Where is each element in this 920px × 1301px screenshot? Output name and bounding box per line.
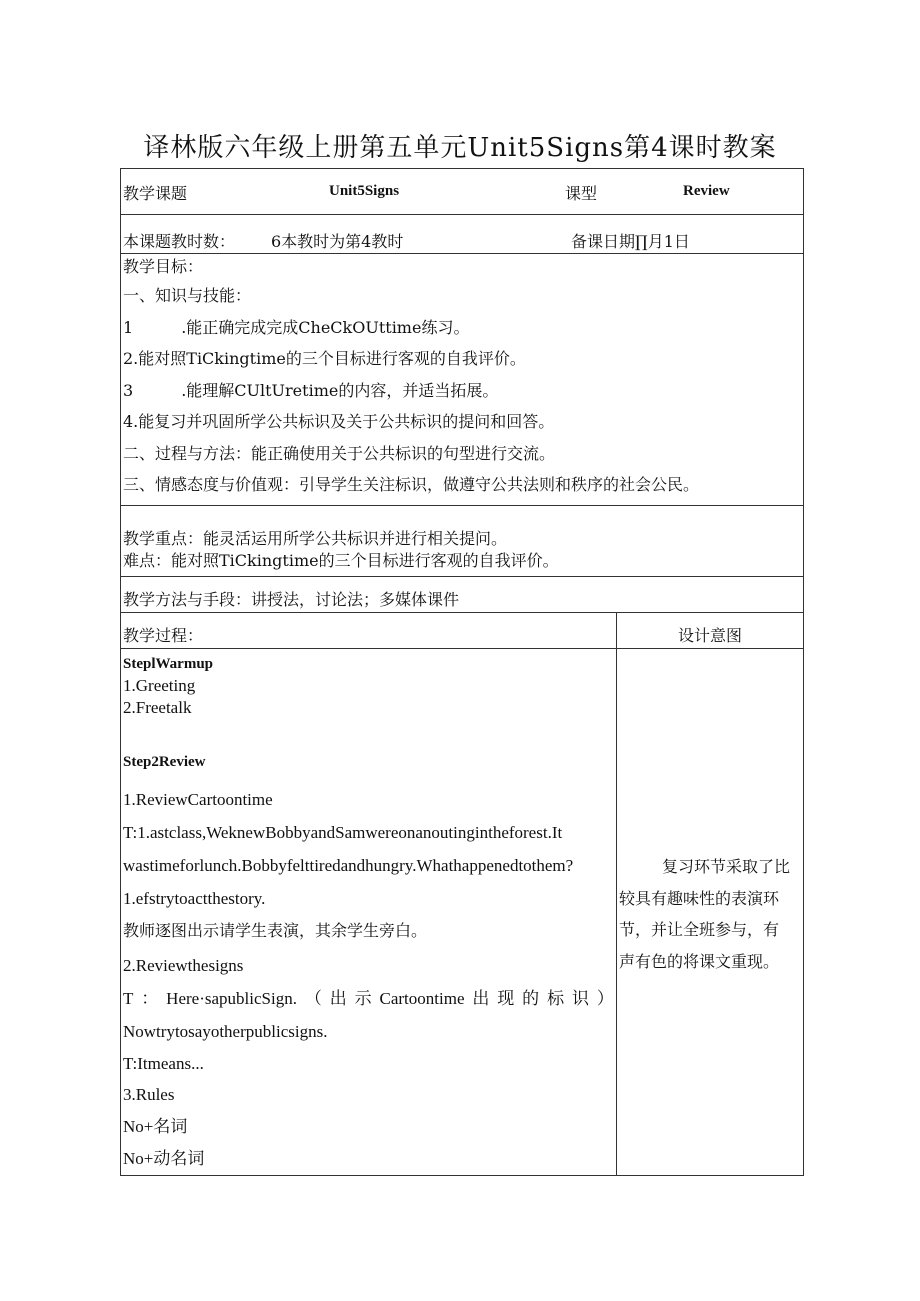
objective-item-2: 2.能对照TiCkingtime的三个目标进行客观的自我评价。 [123, 349, 526, 368]
page-title: 译林版六年级上册第五单元Unit5Signs第4课时教案 [143, 133, 777, 163]
objective-item-1-text: .能正确完成完成CheCkOUttime练习。 [181, 317, 470, 337]
process-method: 二、过程与方法：能正确使用关于公共标识的句型进行交流。 [123, 443, 556, 463]
methods-row [121, 577, 804, 613]
r7-part: ） [596, 989, 614, 1008]
r7-part: Cartoontime [379, 989, 465, 1008]
review-line-6: 2.Reviewthesigns [123, 956, 244, 975]
objective-item-3 [123, 375, 801, 407]
review-line-9: T:Itmeans... [123, 1054, 204, 1073]
teaching-difficulty: 难点：能对照TiCkingtime的三个目标进行客观的自我评价。 [123, 551, 559, 570]
objectives-heading: 教学目标： [123, 257, 204, 276]
hours-row [121, 215, 804, 254]
topic-label: 教学课题 [123, 184, 188, 203]
topic-row [121, 169, 804, 215]
r7-part: Here·sapublicSign. [166, 989, 297, 1008]
teaching-focus: 教学重点：能灵活运用所学公共标识并进行相关提问。 [123, 529, 508, 548]
hours-value: 6本教时为第4教时 [271, 232, 404, 251]
review-line-2: T:1.astclass,WeknewBobbyandSamwereonanoutingintheforest.It [123, 823, 563, 842]
process-header-left: 教学过程： [123, 626, 204, 645]
review-line-3: wastimeforlunch.Bobbyfelttiredandhungry.Whathappenedtothem? [123, 856, 574, 875]
review-line-10: 3.Rules [123, 1085, 175, 1104]
review-line-11: No+名词 [123, 1117, 188, 1136]
r7-part: 标 [547, 989, 565, 1008]
type-value: Review [683, 183, 730, 199]
emotion-value: 三、情感态度与价值观：引导学生关注标识，做遵守公共法则和秩序的社会公民。 [123, 475, 700, 494]
review-line-12: No+动名词 [123, 1149, 205, 1168]
process-header-right: 设计意图 [677, 626, 742, 645]
topic-value: Unit5Signs [329, 183, 400, 199]
r7-part: 出 [472, 989, 490, 1008]
r7-part: 的 [522, 989, 540, 1008]
r7-part: 示 [354, 989, 372, 1008]
objective-item-4: 4.能复习并巩固所学公共标识及关于公共标识的提问和回答。 [123, 412, 555, 431]
process-header-row [121, 613, 804, 649]
review-line-8: Nowtrytosayotherpublicsigns. [123, 1022, 328, 1041]
knowledge-heading: 一、知识与技能： [123, 286, 252, 305]
objective-item-3-num: 3 [123, 380, 134, 400]
step1-item-2: 2.Freetalk [123, 698, 192, 717]
objective-item-3-text: .能理解CUltUretime的内容，并适当拓展。 [181, 380, 499, 400]
design-intent-line-3: 节，并让全班参与，有 [619, 920, 780, 939]
design-intent-line-1: 复习环节采取了比 [662, 857, 791, 876]
step1-item-1: 1.Greeting [123, 676, 196, 695]
review-line-5: 教师逐图出示请学生表演，其余学生旁白。 [123, 923, 428, 940]
teaching-methods: 教学方法与手段：讲授法，讨论法；多媒体课件 [123, 590, 460, 609]
review-line-7 [123, 982, 614, 1015]
lesson-plan-table [120, 168, 804, 1176]
design-intent-line-2: 较具有趣味性的表演环 [619, 888, 780, 908]
r7-part: 出 [329, 989, 347, 1008]
key-points-row [121, 506, 804, 577]
design-intent-line-4: 声有色的将课文重现。 [619, 951, 780, 971]
type-label: 课型 [565, 184, 598, 203]
r7-part: （ [304, 989, 322, 1008]
objective-item-1 [123, 312, 801, 344]
prep-date: 备课日期∏月1日 [571, 232, 690, 251]
process-body-row [121, 649, 804, 1176]
r7-part: ： [141, 989, 159, 1008]
step2-title: Step2Review [123, 754, 206, 770]
r7-part: 识 [571, 989, 589, 1008]
review-line-4: 1.efstrytoactthestory. [123, 889, 266, 908]
r7-part: 现 [497, 989, 515, 1008]
hours-label: 本课题教时数： [123, 232, 236, 251]
r7-part: T [123, 989, 134, 1008]
objective-item-1-num: 1 [123, 317, 134, 337]
review-line-1: 1.ReviewCartoontime [123, 790, 273, 809]
step1-title: SteplWarmup [123, 656, 214, 672]
objectives-row [121, 254, 804, 506]
